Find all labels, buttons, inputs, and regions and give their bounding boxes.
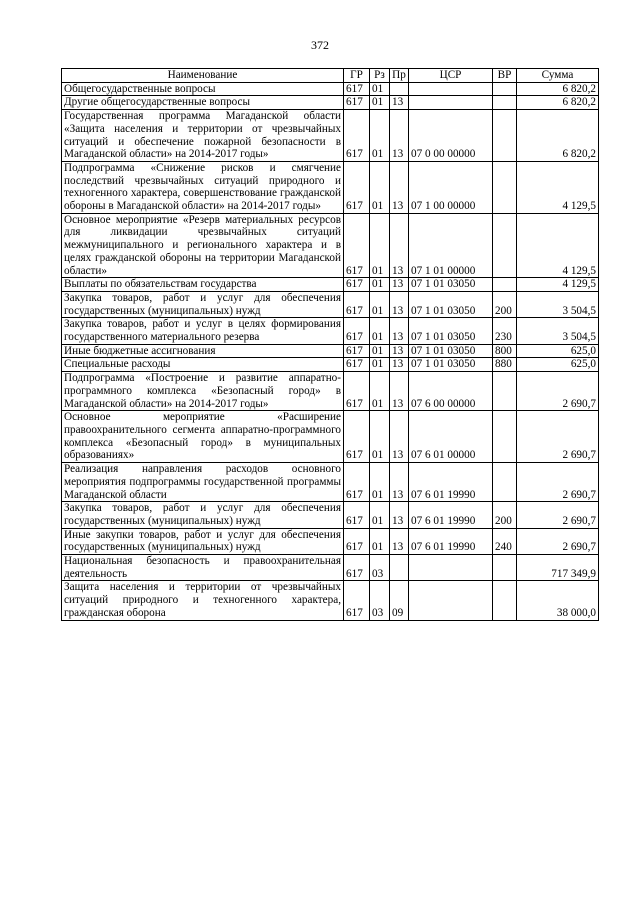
row-name: Закупка товаров, работ и услуг для обеспечения государственных (муниципальных) нужд <box>62 291 344 317</box>
row-gr: 617 <box>344 581 370 620</box>
row-vr <box>493 110 517 162</box>
row-gr: 617 <box>344 318 370 344</box>
table-row <box>62 278 599 292</box>
row-gr: 617 <box>344 291 370 317</box>
row-name: Государственная программа Магаданской области «Защита населения и территории от чрезвычайных ситуаций и обеспечение пожарной безопасности в Магаданской области» на 2014-2017 годы» <box>62 110 344 162</box>
row-name: Подпрограмма «Построение и развитие аппаратно-программного комплекса «Безопасный город» в Магаданской области» на 2014-2017 годы» <box>62 372 344 411</box>
row-sum: 6 820,2 <box>517 82 599 96</box>
row-gr: 617 <box>344 372 370 411</box>
row-name: Общегосударственные вопросы <box>62 82 344 96</box>
row-csr: 07 6 01 19990 <box>409 528 493 554</box>
row-sum: 4 129,5 <box>517 213 599 278</box>
header-gr: ГР <box>344 69 370 83</box>
row-name: Другие общегосударственные вопросы <box>62 96 344 110</box>
row-name: Подпрограмма «Снижение рисков и смягчение последствий чрезвычайных ситуаций природного и техногенного характера, совершенствование гражданской обороны в Магаданской области» на 2014-2017 годы» <box>62 161 344 213</box>
row-rz: 01 <box>370 82 390 96</box>
row-pr: 13 <box>390 213 409 278</box>
row-pr: 13 <box>390 161 409 213</box>
row-csr <box>409 555 493 581</box>
row-vr <box>493 96 517 110</box>
row-gr: 617 <box>344 528 370 554</box>
row-sum: 3 504,5 <box>517 291 599 317</box>
row-gr: 617 <box>344 96 370 110</box>
row-rz: 01 <box>370 161 390 213</box>
row-pr <box>390 82 409 96</box>
row-sum: 4 129,5 <box>517 278 599 292</box>
row-pr: 13 <box>390 344 409 358</box>
row-vr: 880 <box>493 358 517 372</box>
row-csr: 07 6 01 00000 <box>409 411 493 463</box>
row-rz: 01 <box>370 528 390 554</box>
row-rz: 01 <box>370 372 390 411</box>
header-vr: ВР <box>493 69 517 83</box>
row-pr: 13 <box>390 278 409 292</box>
header-csr: ЦСР <box>409 69 493 83</box>
row-vr: 200 <box>493 502 517 528</box>
row-rz: 01 <box>370 318 390 344</box>
table-row <box>62 463 599 502</box>
row-gr: 617 <box>344 555 370 581</box>
row-pr: 13 <box>390 110 409 162</box>
row-rz: 03 <box>370 555 390 581</box>
row-sum: 38 000,0 <box>517 581 599 620</box>
row-vr: 800 <box>493 344 517 358</box>
row-vr <box>493 555 517 581</box>
row-pr: 13 <box>390 463 409 502</box>
row-rz: 01 <box>370 502 390 528</box>
row-pr: 09 <box>390 581 409 620</box>
row-name: Закупка товаров, работ и услуг в целях формирования государственного материального резерва <box>62 318 344 344</box>
row-sum: 2 690,7 <box>517 528 599 554</box>
row-vr <box>493 411 517 463</box>
row-csr: 07 6 01 19990 <box>409 463 493 502</box>
row-csr: 07 1 00 00000 <box>409 161 493 213</box>
table-body <box>62 82 599 620</box>
row-vr <box>493 581 517 620</box>
row-sum: 4 129,5 <box>517 161 599 213</box>
row-name: Закупка товаров, работ и услуг для обеспечения государственных (муниципальных) нужд <box>62 502 344 528</box>
row-pr: 13 <box>390 291 409 317</box>
row-rz: 01 <box>370 411 390 463</box>
table-row <box>62 555 599 581</box>
row-gr: 617 <box>344 278 370 292</box>
row-pr: 13 <box>390 358 409 372</box>
row-gr: 617 <box>344 358 370 372</box>
row-sum: 2 690,7 <box>517 463 599 502</box>
table-row <box>62 411 599 463</box>
table-row <box>62 581 599 620</box>
row-csr: 07 1 01 03050 <box>409 318 493 344</box>
table-row <box>62 372 599 411</box>
row-vr: 230 <box>493 318 517 344</box>
row-name: Основное мероприятие «Резерв материальных ресурсов для ликвидации чрезвычайных ситуаций межмуниципального и регионального характера и в целях гражданской обороны на территории Магаданской области» <box>62 213 344 278</box>
row-pr: 13 <box>390 502 409 528</box>
row-csr <box>409 82 493 96</box>
row-rz: 01 <box>370 344 390 358</box>
row-name: Выплаты по обязательствам государства <box>62 278 344 292</box>
row-rz: 01 <box>370 110 390 162</box>
row-sum: 3 504,5 <box>517 318 599 344</box>
row-csr: 07 1 01 03050 <box>409 291 493 317</box>
table-row <box>62 96 599 110</box>
row-rz: 01 <box>370 278 390 292</box>
table-row <box>62 344 599 358</box>
table-row <box>62 358 599 372</box>
header-rz: Рз <box>370 69 390 83</box>
budget-table <box>61 68 599 621</box>
row-rz: 01 <box>370 291 390 317</box>
row-rz: 01 <box>370 463 390 502</box>
row-name: Иные бюджетные ассигнования <box>62 344 344 358</box>
row-rz: 03 <box>370 581 390 620</box>
row-name: Специальные расходы <box>62 358 344 372</box>
row-sum: 2 690,7 <box>517 372 599 411</box>
row-gr: 617 <box>344 110 370 162</box>
row-vr <box>493 213 517 278</box>
row-vr <box>493 82 517 96</box>
row-gr: 617 <box>344 411 370 463</box>
row-vr: 200 <box>493 291 517 317</box>
row-name: Основное мероприятие «Расширение правоохранительного сегмента аппаратно-программного комплекса «Безопасный город» в муниципальных образованиях» <box>62 411 344 463</box>
row-csr: 07 6 01 19990 <box>409 502 493 528</box>
row-vr <box>493 161 517 213</box>
row-sum: 625,0 <box>517 344 599 358</box>
header-name: Наименование <box>62 69 344 83</box>
row-name: Защита населения и территории от чрезвычайных ситуаций природного и техногенного характера, гражданская оборона <box>62 581 344 620</box>
table-row <box>62 161 599 213</box>
table-row <box>62 213 599 278</box>
row-name: Национальная безопасность и правоохранительная деятельность <box>62 555 344 581</box>
row-pr: 13 <box>390 96 409 110</box>
table-row <box>62 82 599 96</box>
table-row <box>62 291 599 317</box>
row-sum: 2 690,7 <box>517 502 599 528</box>
row-gr: 617 <box>344 463 370 502</box>
row-csr: 07 1 01 03050 <box>409 344 493 358</box>
row-csr <box>409 581 493 620</box>
table-row <box>62 528 599 554</box>
page-number: 372 <box>311 38 329 52</box>
table-row <box>62 318 599 344</box>
row-vr: 240 <box>493 528 517 554</box>
row-gr: 617 <box>344 161 370 213</box>
row-sum: 2 690,7 <box>517 411 599 463</box>
table-row <box>62 110 599 162</box>
row-csr: 07 6 00 00000 <box>409 372 493 411</box>
row-vr <box>493 463 517 502</box>
header-pr: Пр <box>390 69 409 83</box>
row-rz: 01 <box>370 358 390 372</box>
row-gr: 617 <box>344 213 370 278</box>
row-gr: 617 <box>344 344 370 358</box>
row-sum: 6 820,2 <box>517 110 599 162</box>
row-vr <box>493 372 517 411</box>
row-gr: 617 <box>344 502 370 528</box>
row-sum: 6 820,2 <box>517 96 599 110</box>
row-pr: 13 <box>390 411 409 463</box>
row-csr <box>409 96 493 110</box>
row-csr: 07 1 01 03050 <box>409 278 493 292</box>
row-sum: 717 349,9 <box>517 555 599 581</box>
table-row <box>62 502 599 528</box>
row-rz: 01 <box>370 213 390 278</box>
header-sum: Сумма <box>517 69 599 83</box>
row-csr: 07 1 01 00000 <box>409 213 493 278</box>
row-vr <box>493 278 517 292</box>
row-name: Иные закупки товаров, работ и услуг для обеспечения государственных (муниципальных) нужд <box>62 528 344 554</box>
row-csr: 07 1 01 03050 <box>409 358 493 372</box>
row-csr: 07 0 00 00000 <box>409 110 493 162</box>
row-pr: 13 <box>390 528 409 554</box>
row-gr: 617 <box>344 82 370 96</box>
row-name: Реализация направления расходов основного мероприятия подпрограммы государственной программы Магаданской области <box>62 463 344 502</box>
table-header-row <box>62 69 599 83</box>
row-pr <box>390 555 409 581</box>
row-sum: 625,0 <box>517 358 599 372</box>
row-rz: 01 <box>370 96 390 110</box>
row-pr: 13 <box>390 372 409 411</box>
row-pr: 13 <box>390 318 409 344</box>
